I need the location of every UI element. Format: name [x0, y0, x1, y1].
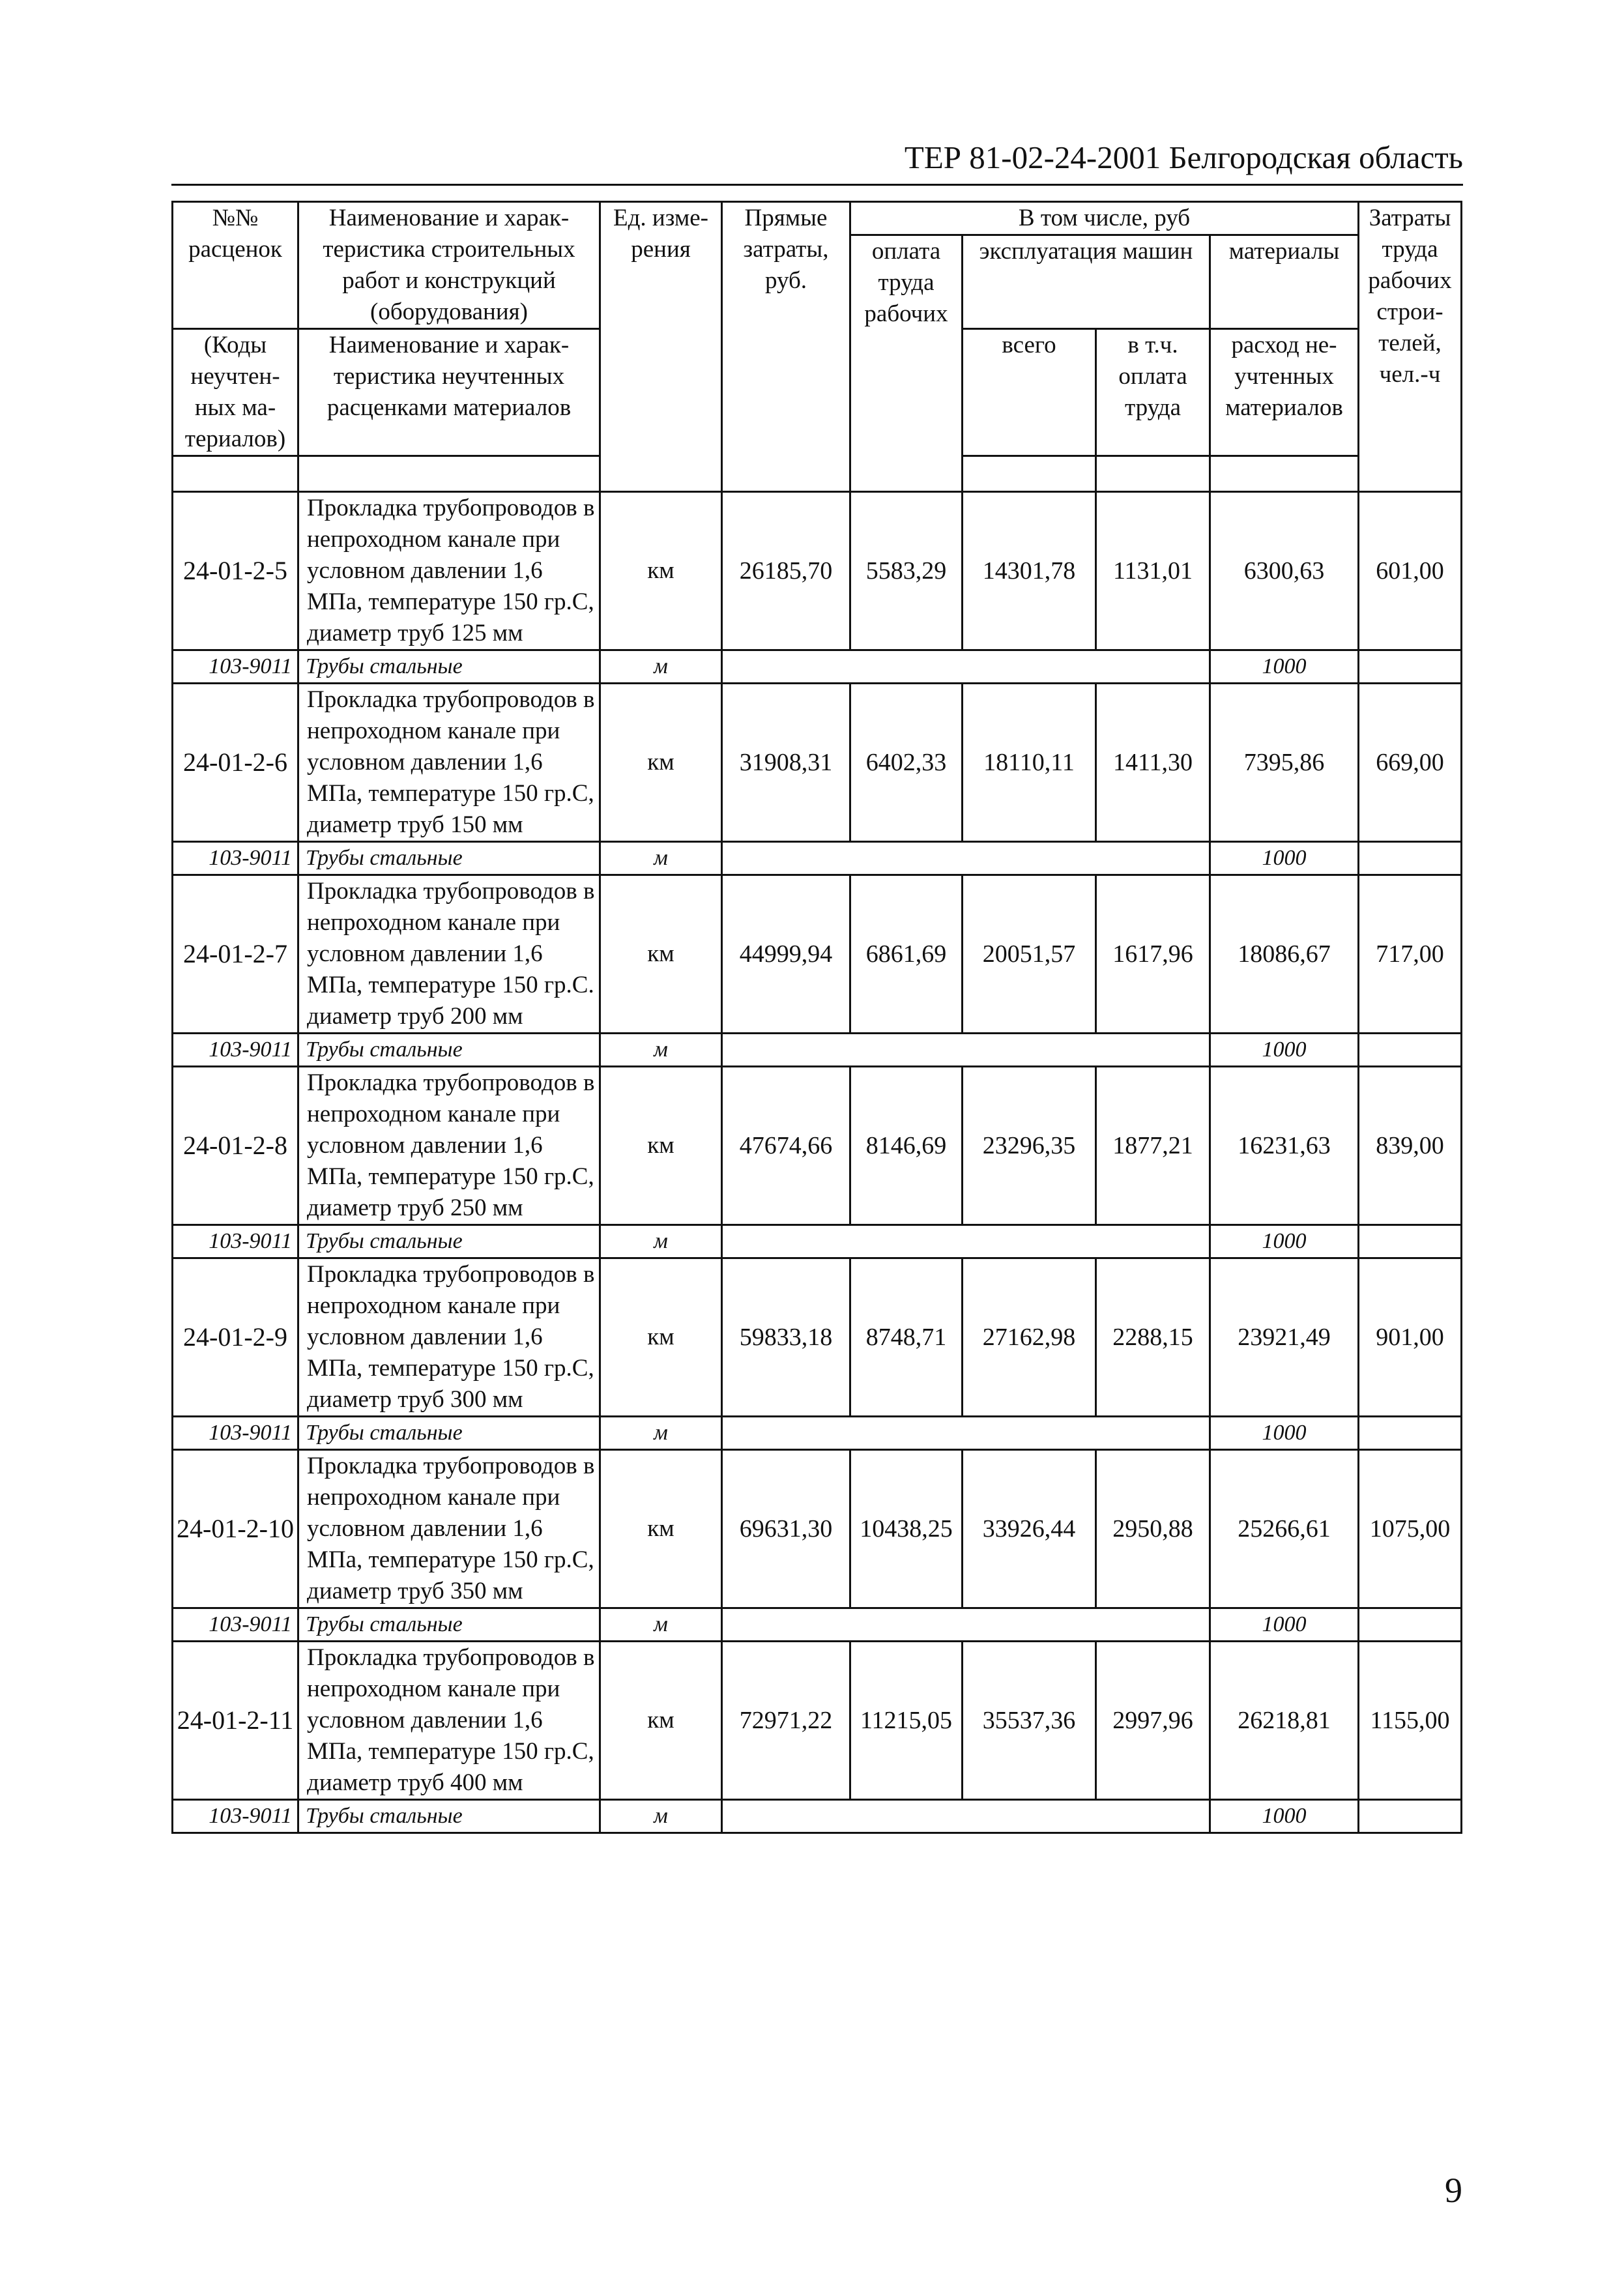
material-unit: м	[600, 1034, 722, 1067]
labor-cost: 601,00	[1359, 492, 1462, 650]
unit-cell: км	[600, 1450, 722, 1608]
header-machines-total: всего	[963, 329, 1096, 456]
work-name: Прокладка трубопроводов в непроходном канале при условном давлении 1,6 МПа, температуре 150 гр.С, диаметр труб 350 мм	[298, 1450, 600, 1608]
unit-cell: км	[600, 875, 722, 1034]
material-name: Трубы стальные	[298, 1417, 600, 1450]
material-empty	[1359, 1608, 1462, 1642]
material-empty	[1359, 842, 1462, 875]
material-empty	[1359, 650, 1462, 684]
material-quantity: 1000	[1210, 1608, 1359, 1642]
direct-costs: 59833,18	[722, 1258, 850, 1417]
rate-row	[173, 875, 1462, 1034]
wages: 11215,05	[850, 1642, 963, 1800]
material-row	[173, 842, 1462, 875]
rate-row	[173, 684, 1462, 842]
header-wages: оплата труда рабочих	[850, 235, 963, 492]
material-row	[173, 1034, 1462, 1067]
materials-cost: 7395,86	[1210, 684, 1359, 842]
material-empty	[1359, 1225, 1462, 1258]
wages: 6861,69	[850, 875, 963, 1034]
machines-total: 18110,11	[963, 684, 1096, 842]
header-direct-costs: Прямые затраты, руб.	[722, 202, 850, 492]
wages: 8146,69	[850, 1067, 963, 1225]
machines-wages: 1411,30	[1096, 684, 1210, 842]
rate-row	[173, 1450, 1462, 1608]
work-name: Прокладка трубопроводов в непроходном канале при условном давлении 1,6 МПа, температуре 150 гр.С, диаметр труб 250 мм	[298, 1067, 600, 1225]
labor-cost: 669,00	[1359, 684, 1462, 842]
material-quantity: 1000	[1210, 1800, 1359, 1833]
wages: 5583,29	[850, 492, 963, 650]
rates-table	[171, 201, 1462, 1834]
machines-wages: 2950,88	[1096, 1450, 1210, 1608]
header-machines-wages: в т.ч. оплата труда	[1096, 329, 1210, 456]
rate-code: 24-01-2-10	[173, 1450, 298, 1608]
unit-cell: км	[600, 684, 722, 842]
machines-wages: 1617,96	[1096, 875, 1210, 1034]
header-code: №№ расценок	[173, 202, 298, 329]
materials-cost: 6300,63	[1210, 492, 1359, 650]
labor-cost: 1075,00	[1359, 1450, 1462, 1608]
header-labor: Затраты труда рабочих строителей, чел.-ч	[1359, 202, 1462, 492]
table-header	[173, 202, 1462, 492]
material-quantity: 1000	[1210, 1225, 1359, 1258]
direct-costs: 26185,70	[722, 492, 850, 650]
work-name: Прокладка трубопроводов в непроходном канале при условном давлении 1,6 МПа, температуре 150 гр.С, диаметр труб 125 мм	[298, 492, 600, 650]
material-code: 103-9011	[173, 1225, 298, 1258]
work-name: Прокладка трубопроводов в непроходном канале при условном давлении 1,6 МПа, температуре 150 гр.С, диаметр труб 150 мм	[298, 684, 600, 842]
machines-wages: 1131,01	[1096, 492, 1210, 650]
machines-total: 20051,57	[963, 875, 1096, 1034]
header-unit: Ед. измерения	[600, 202, 722, 492]
machines-wages: 2288,15	[1096, 1258, 1210, 1417]
rate-code: 24-01-2-6	[173, 684, 298, 842]
material-unit: м	[600, 1608, 722, 1642]
material-name: Трубы стальные	[298, 1800, 600, 1833]
materials-cost: 18086,67	[1210, 875, 1359, 1034]
wages: 8748,71	[850, 1258, 963, 1417]
direct-costs: 47674,66	[722, 1067, 850, 1225]
direct-costs: 69631,30	[722, 1450, 850, 1608]
materials-cost: 23921,49	[1210, 1258, 1359, 1417]
header-code-sub: (Коды неучтенных материалов)	[173, 329, 298, 456]
material-name: Трубы стальные	[298, 1608, 600, 1642]
unit-cell: км	[600, 1258, 722, 1417]
material-unit: м	[600, 650, 722, 684]
rate-row	[173, 1258, 1462, 1417]
material-code: 103-9011	[173, 650, 298, 684]
wages: 10438,25	[850, 1450, 963, 1608]
material-quantity: 1000	[1210, 1034, 1359, 1067]
material-empty	[722, 1034, 1210, 1067]
labor-cost: 901,00	[1359, 1258, 1462, 1417]
machines-total: 35537,36	[963, 1642, 1096, 1800]
machines-total: 33926,44	[963, 1450, 1096, 1608]
machines-wages: 2997,96	[1096, 1642, 1210, 1800]
material-code: 103-9011	[173, 1800, 298, 1833]
labor-cost: 1155,00	[1359, 1642, 1462, 1800]
material-quantity: 1000	[1210, 1417, 1359, 1450]
header-gap	[298, 456, 600, 492]
material-row	[173, 1800, 1462, 1833]
machines-total: 27162,98	[963, 1258, 1096, 1417]
materials-cost: 26218,81	[1210, 1642, 1359, 1800]
machines-wages: 1877,21	[1096, 1067, 1210, 1225]
unit-cell: км	[600, 492, 722, 650]
material-quantity: 1000	[1210, 650, 1359, 684]
direct-costs: 44999,94	[722, 875, 850, 1034]
wages: 6402,33	[850, 684, 963, 842]
materials-cost: 16231,63	[1210, 1067, 1359, 1225]
material-row	[173, 1225, 1462, 1258]
direct-costs: 72971,22	[722, 1642, 850, 1800]
direct-costs: 31908,31	[722, 684, 850, 842]
material-unit: м	[600, 1225, 722, 1258]
rate-code: 24-01-2-8	[173, 1067, 298, 1225]
labor-cost: 717,00	[1359, 875, 1462, 1034]
material-empty	[722, 1800, 1210, 1833]
material-name: Трубы стальные	[298, 842, 600, 875]
unit-cell: км	[600, 1642, 722, 1800]
material-row	[173, 650, 1462, 684]
rate-row	[173, 1067, 1462, 1225]
materials-cost: 25266,61	[1210, 1450, 1359, 1608]
material-code: 103-9011	[173, 1417, 298, 1450]
material-code: 103-9011	[173, 1608, 298, 1642]
material-unit: м	[600, 842, 722, 875]
material-name: Трубы стальные	[298, 1034, 600, 1067]
rate-code: 24-01-2-5	[173, 492, 298, 650]
machines-total: 14301,78	[963, 492, 1096, 650]
header-gap	[963, 456, 1096, 492]
material-name: Трубы стальные	[298, 1225, 600, 1258]
header-consumption: расход неучтенных материалов	[1210, 329, 1359, 456]
page-number: 9	[1445, 2171, 1462, 2210]
header-gap	[1096, 456, 1210, 492]
rate-code: 24-01-2-9	[173, 1258, 298, 1417]
rate-row	[173, 1642, 1462, 1800]
rate-row	[173, 492, 1462, 650]
header-including: В том числе, руб	[850, 202, 1359, 235]
header-gap	[1210, 456, 1359, 492]
material-code: 103-9011	[173, 1034, 298, 1067]
header-rule	[171, 184, 1463, 186]
material-empty	[1359, 1417, 1462, 1450]
material-unit: м	[600, 1417, 722, 1450]
table-body	[173, 492, 1462, 1833]
material-code: 103-9011	[173, 842, 298, 875]
header-gap	[173, 456, 298, 492]
rate-code: 24-01-2-11	[173, 1642, 298, 1800]
material-name: Трубы стальные	[298, 650, 600, 684]
header-materials: материалы	[1210, 235, 1359, 329]
material-quantity: 1000	[1210, 842, 1359, 875]
header-name: Наименование и характеристика строительных работ и конструкций (оборудования)	[298, 202, 600, 329]
labor-cost: 839,00	[1359, 1067, 1462, 1225]
material-empty	[722, 1608, 1210, 1642]
material-row	[173, 1417, 1462, 1450]
header-name-sub: Наименование и характеристика неучтенных расценками материалов	[298, 329, 600, 456]
material-empty	[722, 650, 1210, 684]
page-header-title: ТЕР 81-02-24-2001 Белгородская область	[904, 139, 1463, 175]
material-unit: м	[600, 1800, 722, 1833]
material-empty	[722, 1225, 1210, 1258]
material-empty	[1359, 1800, 1462, 1833]
material-empty	[1359, 1034, 1462, 1067]
work-name: Прокладка трубопроводов в непроходном канале при условном давлении 1,6 МПа, температуре 150 гр.С. диаметр труб 200 мм	[298, 875, 600, 1034]
material-empty	[722, 842, 1210, 875]
work-name: Прокладка трубопроводов в непроходном канале при условном давлении 1,6 МПа, температуре 150 гр.С, диаметр труб 300 мм	[298, 1258, 600, 1417]
material-row	[173, 1608, 1462, 1642]
header-machines: эксплуатация машин	[963, 235, 1210, 329]
machines-total: 23296,35	[963, 1067, 1096, 1225]
rate-code: 24-01-2-7	[173, 875, 298, 1034]
work-name: Прокладка трубопроводов в непроходном канале при условном давлении 1,6 МПа, температуре 150 гр.С, диаметр труб 400 мм	[298, 1642, 600, 1800]
unit-cell: км	[600, 1067, 722, 1225]
material-empty	[722, 1417, 1210, 1450]
